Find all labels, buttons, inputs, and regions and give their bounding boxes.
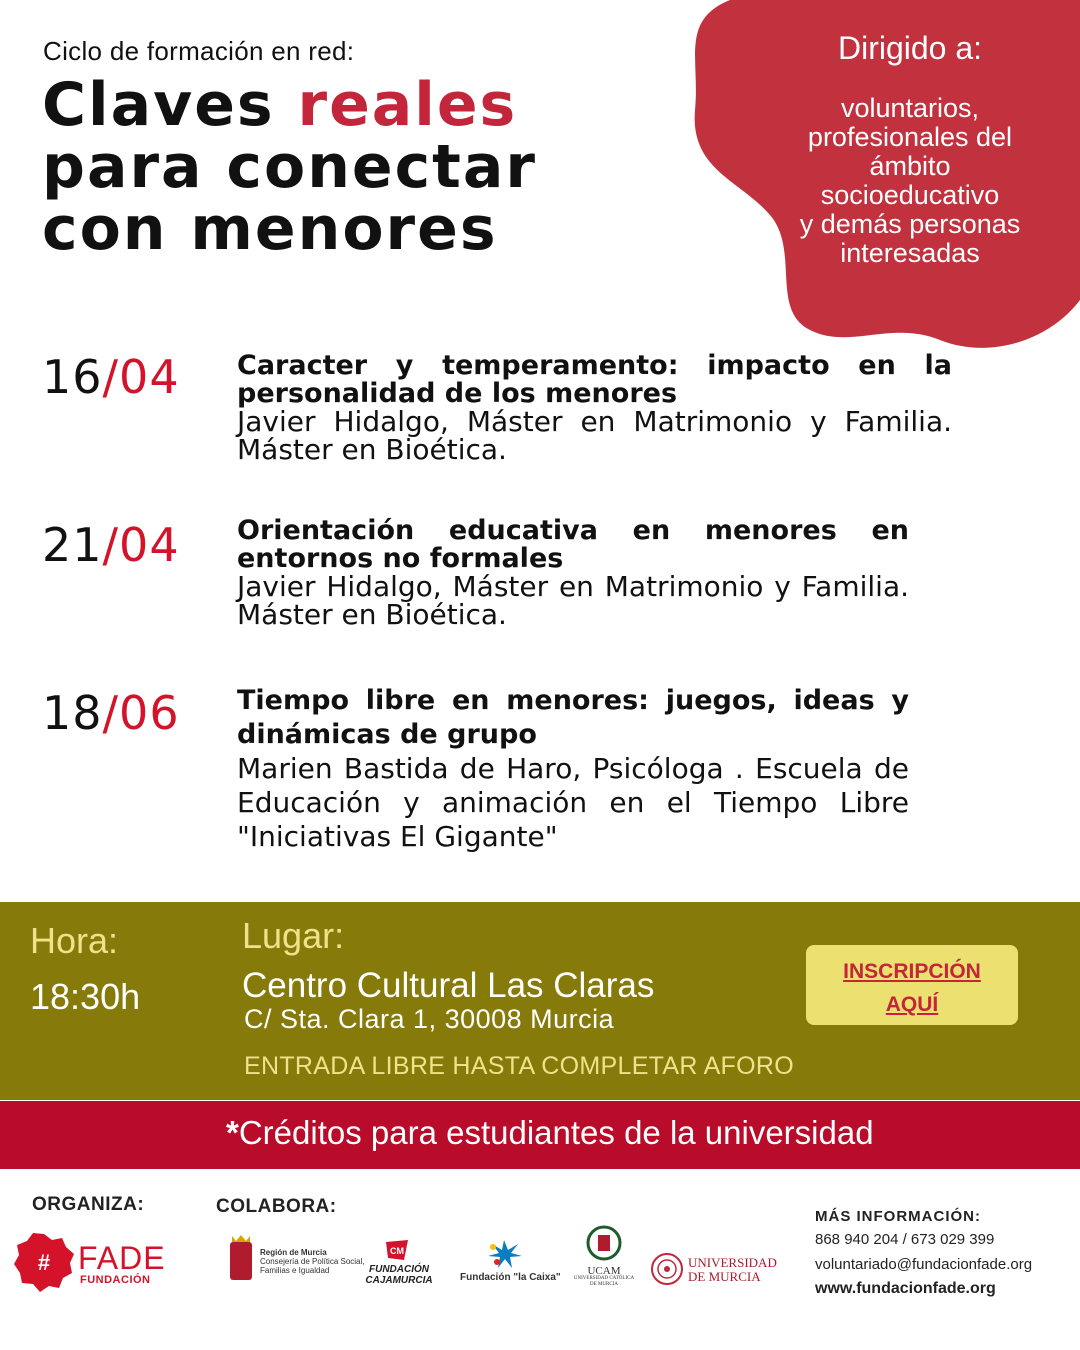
date-slash: / bbox=[102, 686, 120, 740]
place-address: C/ Sta. Clara 1, 30008 Murcia bbox=[244, 1004, 615, 1034]
region-murcia-logo bbox=[260, 1248, 365, 1275]
session-speaker: Javier Hidalgo, Máster en Matrimonio y Familia. Máster en Bioética. bbox=[237, 405, 952, 466]
registration-label-line2[interactable]: AQUÍ bbox=[885, 993, 939, 1016]
date-slash: / bbox=[102, 350, 120, 404]
region-murcia-crest-icon bbox=[228, 1232, 254, 1284]
session-speaker: Marien Bastida de Haro, Psicóloga . Escuela de Educación y animación en el Tiempo Libre "Iniciativas El Gigante" bbox=[237, 752, 909, 853]
contact-website[interactable]: www.fundacionfade.org bbox=[815, 1280, 996, 1297]
session-day: 16 bbox=[42, 350, 103, 404]
contact-email[interactable]: voluntariado@fundacionfade.org bbox=[815, 1256, 1033, 1273]
session-month: 04 bbox=[119, 518, 180, 572]
region-murcia-name: Región de Murcia bbox=[260, 1248, 327, 1257]
audience-line: y demás personas bbox=[799, 209, 1021, 239]
um-seal-icon bbox=[650, 1252, 684, 1286]
session-speaker: Javier Hidalgo, Máster en Matrimonio y Familia. Máster en Bioética. bbox=[237, 570, 909, 631]
registration-label-line1[interactable]: INSCRIPCIÓN bbox=[843, 960, 981, 983]
session-month: 04 bbox=[119, 350, 180, 404]
title-accent: reales bbox=[297, 70, 518, 140]
audience-heading: Dirigido a: bbox=[837, 30, 983, 66]
ucam-logo bbox=[572, 1266, 636, 1288]
session-title: Caracter y temperamento: impacto en la personalidad de los menores bbox=[237, 350, 952, 409]
page-title bbox=[42, 70, 537, 264]
free-entry-note: ENTRADA LIBRE HASTA COMPLETAR AFORO bbox=[244, 1052, 794, 1080]
audience-list bbox=[760, 94, 1060, 268]
session-block bbox=[237, 517, 909, 629]
place-label: Lugar: bbox=[242, 915, 345, 956]
cajamurcia-logo bbox=[362, 1264, 436, 1286]
svg-text:CM: CM bbox=[390, 1246, 404, 1256]
registration-button[interactable] bbox=[806, 945, 1018, 1025]
date-slash: / bbox=[102, 518, 120, 572]
collaborator-heading: COLABORA: bbox=[216, 1196, 337, 1217]
session-date bbox=[42, 686, 180, 740]
fade-logo-icon bbox=[14, 1232, 74, 1292]
region-murcia-dept2: Familias e Igualdad bbox=[260, 1266, 330, 1275]
time-value: 18:30h bbox=[30, 976, 141, 1017]
session-day: 21 bbox=[42, 518, 103, 572]
title-line3: con menores bbox=[42, 194, 498, 264]
title-line2: para conectar bbox=[42, 132, 537, 202]
session-day: 18 bbox=[42, 686, 103, 740]
session-title: Tiempo libre en menores: juegos, ideas y dinámicas de grupo bbox=[237, 685, 909, 750]
organizer-heading: ORGANIZA: bbox=[32, 1194, 145, 1215]
la-caixa-star-icon bbox=[482, 1236, 528, 1270]
audience-line: socioeducativo bbox=[820, 180, 1000, 210]
contact-phones[interactable]: 868 940 204 / 673 029 399 bbox=[815, 1231, 995, 1248]
ucam-sub1: UNIVERSIDAD CATÓLICA bbox=[573, 1276, 635, 1281]
place-name: Centro Cultural Las Claras bbox=[242, 966, 655, 1005]
um-line1: UNIVERSIDAD bbox=[688, 1255, 777, 1270]
cajamurcia-line2: CAJAMURCIA bbox=[365, 1275, 433, 1286]
um-line2: DE MURCIA bbox=[688, 1269, 761, 1284]
more-info-heading: MÁS INFORMACIÓN: bbox=[815, 1208, 981, 1225]
um-logo bbox=[688, 1256, 777, 1284]
audience-line: ámbito bbox=[869, 151, 951, 181]
cycle-subtitle: Ciclo de formación en red: bbox=[43, 36, 355, 66]
time-label: Hora: bbox=[30, 920, 119, 961]
audience-line: profesionales del bbox=[807, 122, 1013, 152]
cajamurcia-line1: FUNDACIÓN bbox=[369, 1264, 429, 1275]
cajamurcia-logo-icon bbox=[384, 1238, 410, 1262]
ucam-name: UCAM bbox=[587, 1265, 621, 1277]
title-part1: Claves bbox=[42, 70, 298, 140]
session-title: Orientación educativa en menores en entornos no formales bbox=[237, 515, 909, 574]
ucam-crest-icon bbox=[586, 1224, 622, 1262]
session-date bbox=[42, 350, 180, 404]
session-month: 06 bbox=[119, 686, 180, 740]
session-block bbox=[237, 684, 909, 854]
session-date bbox=[42, 518, 180, 572]
credits-asterisk: * bbox=[226, 1114, 239, 1151]
svg-text:#: # bbox=[37, 1250, 51, 1275]
session-block bbox=[237, 352, 952, 464]
credits-note bbox=[226, 1114, 874, 1152]
la-caixa-logo: Fundación "la Caixa" bbox=[460, 1272, 561, 1283]
fade-logo-sub: FUNDACIÓN bbox=[80, 1274, 151, 1286]
fade-logo-name: FADE bbox=[78, 1240, 166, 1276]
audience-line: voluntarios, bbox=[840, 93, 980, 123]
ucam-sub2: DE MURCIA bbox=[590, 1282, 618, 1287]
audience-line: interesadas bbox=[840, 238, 980, 268]
region-murcia-dept: Consejería de Política Social, bbox=[260, 1257, 365, 1266]
credits-text: Créditos para estudiantes de la universidad bbox=[238, 1114, 874, 1151]
